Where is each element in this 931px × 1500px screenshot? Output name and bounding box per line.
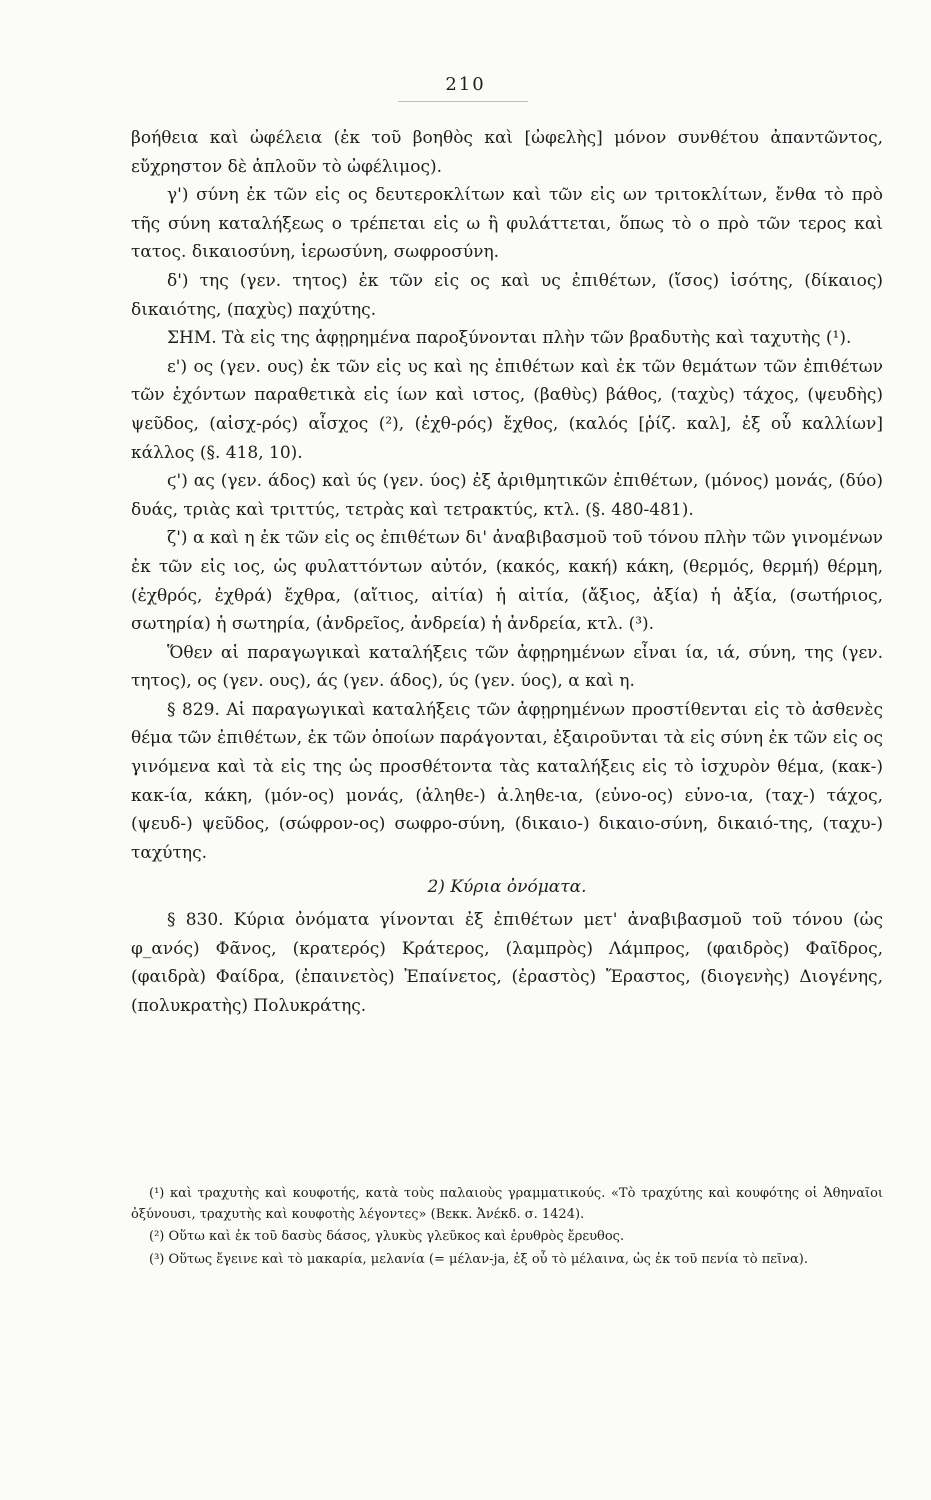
footnote-3: (³) Οὕτως ἔγεινε καὶ τὸ μακαρία, μελανία (= μέλαν-ja, ἐξ οὗ τὸ μέλαινα, ὡς ἐκ τοῦ πενία τὸ πεῖνα). [149, 1251, 808, 1267]
paragraph-829: § 829. Αἱ παραγωγικαὶ καταλήξεις τῶν ἀφῃρημένων προστίθενται εἰς τὸ ἀσθενὲς θέμα τῶν ἐπιθέτων, ἐκ τῶν ὁποίων παράγονται, ἐξαιροῦνται τὰ εἰς σύνη ἐκ τῶν εἰς ος γινόμενα καὶ τὰ εἰς της ὡς προσθέτοντα τὰς καταλήξεις εἰς τὸ ἰσχυρὸν θέμα, (κακ-) κακ-ία, κάκη, (μόν-ος) μονάς, (ἀληθε-) ἀ.ληθε-ια, (εὐνο-ος) εὐνο-ια, (ταχ-) τάχος, (ψευδ-) ψεῦδος, (σώφρον-ος) σωφρο-σύνη, (δικαιο-) δικαιο-σύνη, δικαιό-της, (ταχυ-) ταχύτης. [131, 699, 883, 863]
paragraph-gamma: γ') σύνη ἐκ τῶν εἰς ος δευτεροκλίτων καὶ τῶν εἰς ων τριτοκλίτων, ἔνθα τὸ πρὸ τῆς σύνη καταλήξεως ο τρέπεται εἰς ω ἢ φυλάττεται, ὅπως τὸ ο πρὸ τῶν τερος καὶ τατος. δικαιοσύνη, ἱερωσύνη, σωφροσύνη. [131, 185, 883, 263]
main-text [131, 124, 883, 1020]
paragraph-continuation: βοήθεια καὶ ὠφέλεια (ἐκ τοῦ βοηθὸς καὶ [ὠφελὴς] μόνον συνθέτου ἀπαντῶντος, εὔχρηστον δὲ ἁπλοῦν τὸ ὠφέλιμος). [131, 128, 883, 177]
footnote-1: (¹) καὶ τραχυτὴς καὶ κουφοτής, κατὰ τοὺς παλαιοὺς γραμματικούς. «Τὸ τραχύτης καὶ κουφότης οἱ Ἀθηναῖοι ὀξύνουσι, τραχυτὴς καὶ κουφοτὴς λέγοντες» (Βεκκ. Ἀνέκδ. σ. 1424). [131, 1186, 883, 1222]
paragraph-stigma: ϛ') ας (γεν. άδος) καὶ ύς (γεν. ύος) ἐξ ἀριθμητικῶν ἐπιθέτων, (μόνος) μονάς, (δύο) δυάς, τριὰς καὶ τριττύς, τετρὰς καὶ τετρακτύς, κτλ. (§. 480-481). [131, 471, 883, 520]
paragraph-delta: δ') της (γεν. τητος) ἐκ τῶν εἰς ος καὶ υς ἐπιθέτων, (ἴσος) ἰσότης, (δίκαιος) δικαιότης, (παχὺς) παχύτης. [131, 270, 883, 320]
paragraph-note: ΣΗΜ. Τὰ εἰς της ἀφῃρημένα παροξύνονται πλὴν τῶν βραδυτὴς καὶ ταχυτὴς (¹). [167, 328, 852, 349]
paragraph-830: § 830. Κύρια ὀνόματα γίνονται ἐξ ἐπιθέτων μετ' ἀναβιβασμοῦ τοῦ τόνου (ὡς φ_ανός) Φᾶνος, (κρατερός) Κράτερος, (λαμπρὸς) Λάμπρος, (φαιδρὸς) Φαῖδρος, (φαιδρὰ) Φαίδρα, (ἐπαινετὸς) Ἐπαίνετος, (ἐραστὸς) Ἔραστος, (διογενὴς) Διογένης, (πολυκρατὴς) Πολυκράτης. [131, 910, 883, 1016]
section-heading: 2) Κύρια ὀνόματα. [427, 877, 587, 898]
footnote-2: (²) Οὕτω καὶ ἐκ τοῦ δασὺς δάσος, γλυκὺς γλεῦκος καὶ ἐρυθρὸς ἔρευθος. [149, 1229, 625, 1244]
header-rule [398, 101, 528, 102]
paragraph-zeta: ζ') α καὶ η ἐκ τῶν εἰς ος ἐπιθέτων δι' ἀναβιβασμοῦ τοῦ τόνου πλὴν τῶν γινομένων ἐκ τῶν εἰς ιος, ὡς φυλαττόντων αὐτόν, (κακός, κακή) κάκη, (θερμός, θερμή) θέρμη, (ἐχθρός, ἐχθρά) ἔχθρα, (αἴτιος, αἰτία) ἡ αἰτία, (ἄξιος, ἀξία) ἡ ἀξία, (σωτήριος, σωτηρία) ἡ σωτηρία, (ἀνδρεῖος, ἀνδρεία) ἡ ἀνδρεία, κτλ. (³). [131, 528, 883, 635]
paragraph-summary: Ὅθεν αἱ παραγωγικαὶ καταλήξεις τῶν ἀφῃρημένων εἶναι ία, ιά, σύνη, της (γεν. τητος), ος (γεν. ους), άς (γεν. άδος), ύς (γεν. ύος), α καὶ η. [131, 642, 883, 692]
paragraph-epsilon: ε') ος (γεν. ους) ἐκ τῶν εἰς υς καὶ ης ἐπιθέτων καὶ ἐκ τῶν θεμάτων τῶν ἐπιθέτων τῶν ἐχόντων παραθετικὰ εἰς ίων καὶ ιστος, (βαθὺς) βάθος, (ταχὺς) τάχος, (ψευδὴς) ψεῦδος, (αἰσχ-ρός) αἶσχος (²), (ἐχθ-ρός) ἔχθος, (καλός [ῥίζ. καλ], ἐξ οὗ καλλίων] κάλλος (§. 418, 10). [131, 356, 883, 463]
footnotes [131, 1184, 883, 1272]
page-number: 210 [445, 74, 486, 95]
